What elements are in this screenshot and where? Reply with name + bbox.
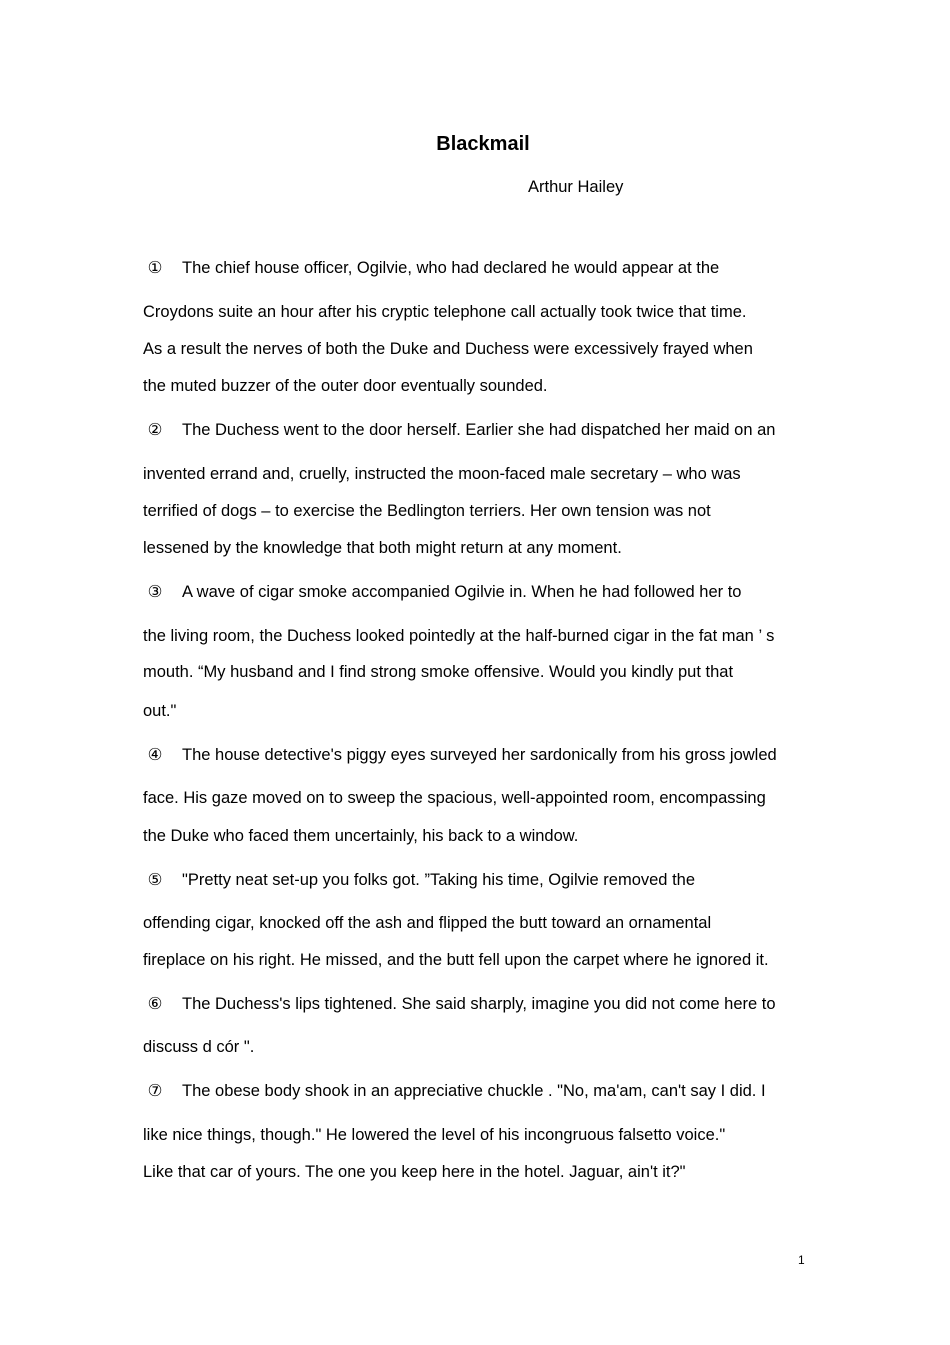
paragraph-line: the muted buzzer of the outer door eventually sounded. [143,377,548,395]
paragraph-line: The Duchess's lips tightened. She said sharply, imagine you did not come here to [182,995,776,1013]
paragraph-line: lessened by the knowledge that both might return at any moment. [143,539,622,557]
paragraph-line: mouth. “My husband and I find strong smoke offensive. Would you kindly put that [143,663,734,681]
paragraph-line: the Duke who faced them uncertainly, his back to a window. [143,827,579,845]
paragraph-number-marker: ① [147,258,163,277]
paragraph-line: discuss d cór ". [143,1038,255,1056]
paragraph-line: invented errand and, cruelly, instructed the moon-faced male secretary – who was [143,465,741,483]
paragraph-line: "Pretty neat set-up you folks got. ”Taking his time, Ogilvie removed the [182,871,696,889]
paragraph-number-marker: ③ [147,582,163,601]
paragraph-line: The obese body shook in an appreciative chuckle . "No, ma'am, can't say I did. I [182,1082,766,1100]
paragraph-number-marker: ⑦ [147,1081,163,1100]
paragraph-number-marker: ② [147,420,163,439]
paragraph-line: Like that car of yours. The one you keep here in the hotel. Jaguar, ain't it?" [143,1163,686,1181]
paragraph-line: face. His gaze moved on to sweep the spacious, well-appointed room, encompassing [143,789,766,807]
paragraph-line: Croydons suite an hour after his cryptic telephone call actually took twice that time. [143,303,747,321]
paragraph-number-marker: ⑤ [147,870,163,889]
paragraph-line: The house detective's piggy eyes surveyed her sardonically from his gross jowled [182,746,777,764]
paragraph-line: A wave of cigar smoke accompanied Ogilvie in. When he had followed her to [182,583,742,601]
paragraph-line: the living room, the Duchess looked pointedly at the half-burned cigar in the fat man ’ s [143,627,775,645]
paragraph-line: fireplace on his right. He missed, and the butt fell upon the carpet where he ignored it. [143,951,769,969]
paragraph-line: offending cigar, knocked off the ash and flipped the butt toward an ornamental [143,914,712,932]
paragraph-number-marker: ④ [147,745,163,764]
paragraph-line: As a result the nerves of both the Duke and Duchess were excessively frayed when [143,340,753,358]
paragraph-number-marker: ⑥ [147,994,163,1013]
paragraph-line: out." [143,702,177,720]
paragraph-line: like nice things, though." He lowered the level of his incongruous falsetto voice." [143,1126,726,1144]
author-name: Arthur Hailey [528,178,624,196]
paragraph-line: terrified of dogs – to exercise the Bedlington terriers. Her own tension was not [143,502,711,520]
paragraph-line: The chief house officer, Ogilvie, who had declared he would appear at the [182,259,720,277]
paragraph-line: The Duchess went to the door herself. Earlier she had dispatched her maid on an [182,421,776,439]
page-number: 1 [798,1253,805,1267]
document-title: Blackmail [436,133,530,155]
